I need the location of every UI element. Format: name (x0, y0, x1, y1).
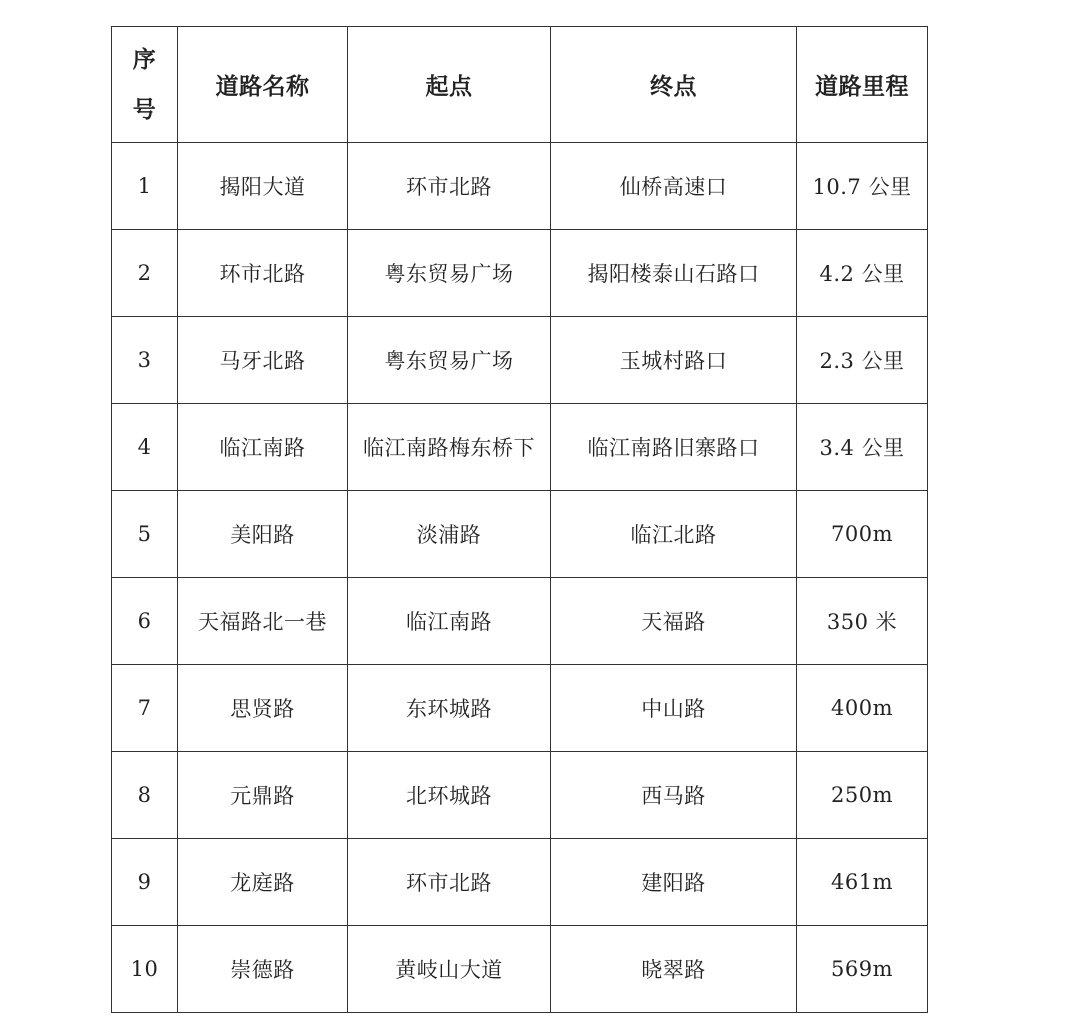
cell-length: 569m (797, 926, 928, 1013)
header-length: 道路里程 (797, 27, 928, 143)
cell-road-name: 龙庭路 (178, 839, 348, 926)
cell-road-name: 临江南路 (178, 404, 348, 491)
cell-length: 2.3 公里 (797, 317, 928, 404)
cell-end: 西马路 (551, 752, 797, 839)
cell-end: 中山路 (551, 665, 797, 752)
cell-start: 临江南路 (348, 578, 551, 665)
cell-no: 10 (112, 926, 178, 1013)
table-row (112, 317, 928, 404)
cell-length: 400m (797, 665, 928, 752)
header-no: 序号 (112, 27, 178, 143)
cell-no: 4 (112, 404, 178, 491)
table-header-row (112, 27, 928, 143)
table-row (112, 926, 928, 1013)
cell-no: 9 (112, 839, 178, 926)
cell-no: 7 (112, 665, 178, 752)
header-start: 起点 (348, 27, 551, 143)
cell-end: 建阳路 (551, 839, 797, 926)
cell-length: 350 米 (797, 578, 928, 665)
table-row (112, 491, 928, 578)
cell-road-name: 思贤路 (178, 665, 348, 752)
cell-no: 6 (112, 578, 178, 665)
cell-length: 700m (797, 491, 928, 578)
cell-start: 粤东贸易广场 (348, 230, 551, 317)
table-row (112, 143, 928, 230)
cell-end: 临江南路旧寨路口 (551, 404, 797, 491)
table-row (112, 839, 928, 926)
header-end: 终点 (551, 27, 797, 143)
cell-end: 仙桥高速口 (551, 143, 797, 230)
table-row (112, 752, 928, 839)
cell-start: 临江南路梅东桥下 (348, 404, 551, 491)
cell-road-name: 马牙北路 (178, 317, 348, 404)
cell-road-name: 天福路北一巷 (178, 578, 348, 665)
cell-no: 8 (112, 752, 178, 839)
cell-road-name: 崇德路 (178, 926, 348, 1013)
cell-start: 环市北路 (348, 143, 551, 230)
cell-start: 北环城路 (348, 752, 551, 839)
table-row (112, 404, 928, 491)
cell-end: 临江北路 (551, 491, 797, 578)
road-table (111, 26, 928, 1013)
cell-road-name: 元鼎路 (178, 752, 348, 839)
cell-road-name: 揭阳大道 (178, 143, 348, 230)
cell-start: 黄岐山大道 (348, 926, 551, 1013)
cell-length: 10.7 公里 (797, 143, 928, 230)
table-row (112, 665, 928, 752)
cell-road-name: 美阳路 (178, 491, 348, 578)
cell-end: 玉城村路口 (551, 317, 797, 404)
cell-no: 3 (112, 317, 178, 404)
cell-length: 3.4 公里 (797, 404, 928, 491)
cell-start: 粤东贸易广场 (348, 317, 551, 404)
cell-no: 1 (112, 143, 178, 230)
table-row (112, 578, 928, 665)
cell-end: 揭阳楼泰山石路口 (551, 230, 797, 317)
table-row (112, 230, 928, 317)
cell-length: 461m (797, 839, 928, 926)
cell-start: 环市北路 (348, 839, 551, 926)
cell-end: 晓翠路 (551, 926, 797, 1013)
header-road-name: 道路名称 (178, 27, 348, 143)
cell-start: 淡浦路 (348, 491, 551, 578)
cell-length: 250m (797, 752, 928, 839)
cell-start: 东环城路 (348, 665, 551, 752)
cell-road-name: 环市北路 (178, 230, 348, 317)
cell-end: 天福路 (551, 578, 797, 665)
cell-no: 2 (112, 230, 178, 317)
cell-no: 5 (112, 491, 178, 578)
cell-length: 4.2 公里 (797, 230, 928, 317)
